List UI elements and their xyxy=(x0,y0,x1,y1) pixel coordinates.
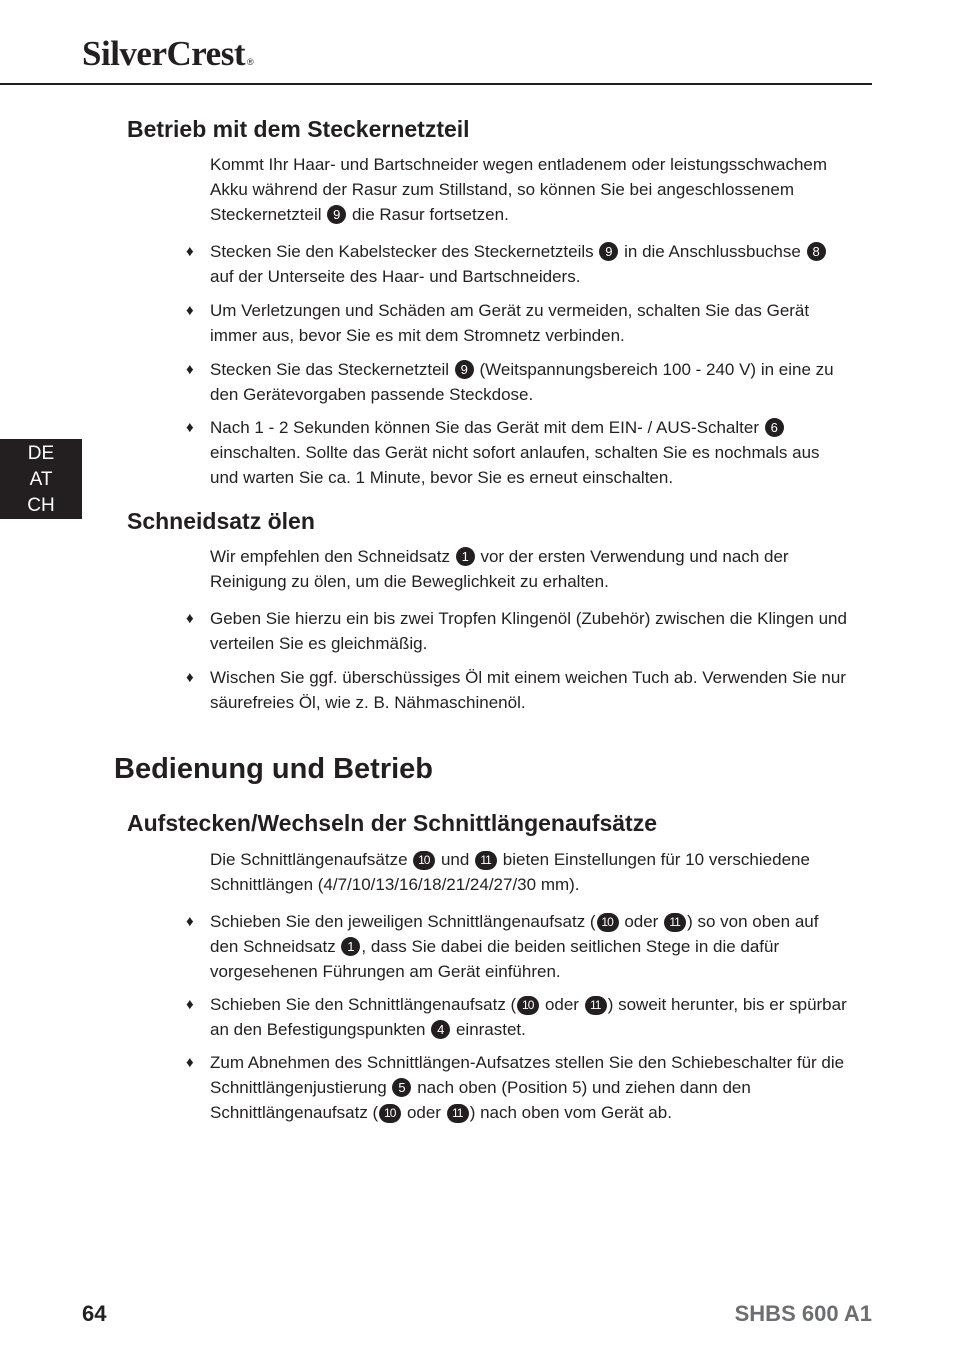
text-run: Wischen Sie ggf. überschüssiges Öl mit einem weichen Tuch ab. Verwenden Sie nur säurefreies Öl, wie z. B. Nähmaschinenöl. xyxy=(210,668,846,712)
lang-de: DE xyxy=(27,443,55,464)
bullet-diamond-icon: ♦ xyxy=(186,996,194,1013)
bullet-text xyxy=(210,415,850,490)
part-number-badge: 11 xyxy=(664,913,686,932)
attach-bullet-2 xyxy=(186,992,850,1042)
model-number: SHBS 600 A1 xyxy=(734,1301,872,1326)
section-title-plug: Betrieb mit dem Steckernetzteil xyxy=(127,116,470,142)
plug-bullet-3 xyxy=(186,357,850,407)
section-title-oil: Schneidsatz ölen xyxy=(127,508,315,534)
bullet-diamond-icon: ♦ xyxy=(186,610,194,627)
text-run: ) soweit herunter, bis er spürbar an den Befestigungspunkten xyxy=(210,995,847,1039)
text-run: Schieben Sie den jeweiligen Schnittlängenaufsatz ( xyxy=(210,912,596,931)
part-number-badge: 4 xyxy=(431,1020,450,1039)
attach-bullet-3 xyxy=(186,1050,850,1125)
text-run: Zum Abnehmen des Schnittlängen-Aufsatzes stellen Sie den Schiebeschalter für die Schnittlängenjustierung xyxy=(210,1053,845,1097)
part-number-badge: 11 xyxy=(447,1104,469,1123)
part-number-badge: 9 xyxy=(455,360,474,379)
text-run: einrastet. xyxy=(451,1020,526,1039)
bullet-diamond-icon: ♦ xyxy=(186,913,194,930)
bullet-diamond-icon: ♦ xyxy=(186,419,194,436)
oil-bullet-1 xyxy=(186,606,850,656)
plug-bullet-2 xyxy=(186,298,850,348)
bullet-text xyxy=(210,665,850,715)
bullet-diamond-icon: ♦ xyxy=(186,361,194,378)
page-number: 64 xyxy=(82,1301,107,1326)
plug-intro xyxy=(210,152,850,227)
text-run: oder xyxy=(402,1103,446,1122)
text-run: , dass Sie dabei die beiden seitlichen Stege in die dafür vorgesehenen Führungen am Gerät einführen. xyxy=(210,937,780,981)
text-run: in die Anschlussbuchse xyxy=(619,242,806,261)
text-run: einschalten. Sollte das Gerät nicht sofort anlaufen, schalten Sie es nochmals aus und warten Sie ca. 1 Minute, bevor Sie es erneut einschalten. xyxy=(210,443,820,487)
attach-bullet-1 xyxy=(186,909,850,984)
chapter-title: Bedienung und Betrieb xyxy=(114,753,433,785)
language-tab xyxy=(0,439,82,519)
text-run: vor der ersten Verwendung und nach der Reinigung zu ölen, um die Beweglichkeit zu erhalten. xyxy=(210,547,789,591)
part-number-badge: 10 xyxy=(413,851,435,870)
part-number-badge: 6 xyxy=(765,418,784,437)
plug-bullet-4 xyxy=(186,415,850,490)
text-run: Wir empfehlen den Schneidsatz xyxy=(210,547,455,566)
header-rule xyxy=(0,83,872,85)
text-run: nach oben (Position 5) und ziehen dann den Schnittlängenaufsatz ( xyxy=(210,1078,751,1122)
text-run: Stecken Sie den Kabelstecker des Steckernetzteils xyxy=(210,242,599,261)
attach-intro xyxy=(210,847,850,897)
part-number-badge: 8 xyxy=(807,242,826,261)
bullet-text xyxy=(210,606,850,656)
text-run: Geben Sie hierzu ein bis zwei Tropfen Klingenöl (Zubehör) zwischen die Klingen und verteilen Sie es gleichmäßig. xyxy=(210,609,847,653)
part-number-badge: 1 xyxy=(456,547,475,566)
bullet-text xyxy=(210,239,850,289)
part-number-badge: 10 xyxy=(517,996,539,1015)
text-run: Schieben Sie den Schnittlängenaufsatz ( xyxy=(210,995,517,1014)
bullet-diamond-icon: ♦ xyxy=(186,1054,194,1071)
part-number-badge: 1 xyxy=(341,937,360,956)
text-run: Die Schnittlängenaufsätze xyxy=(210,850,413,869)
bullet-diamond-icon: ♦ xyxy=(186,243,194,260)
bullet-text xyxy=(210,909,850,984)
part-number-badge: 5 xyxy=(392,1078,411,1097)
text-run: oder xyxy=(540,995,584,1014)
text-run: auf der Unterseite des Haar- und Bartschneiders. xyxy=(210,267,581,286)
text-run: ) so von oben auf den Schneidsatz xyxy=(210,912,819,956)
text-run: die Rasur fortsetzen. xyxy=(347,205,509,224)
plug-bullet-1 xyxy=(186,239,850,289)
text-run: ) nach oben vom Gerät ab. xyxy=(469,1103,672,1122)
bullet-text xyxy=(210,1050,850,1125)
section-title-attach: Aufstecken/Wechseln der Schnittlängenaufsätze xyxy=(127,810,657,836)
bullet-diamond-icon: ♦ xyxy=(186,302,194,319)
text-run: oder xyxy=(619,912,664,931)
part-number-badge: 10 xyxy=(379,1104,401,1123)
part-number-badge: 11 xyxy=(475,851,497,870)
bullet-text xyxy=(210,357,850,407)
part-number-badge: 9 xyxy=(599,242,618,261)
part-number-badge: 10 xyxy=(597,913,619,932)
brand-logo xyxy=(82,34,253,74)
text-run: bieten Einstellungen für 10 verschiedene Schnittlängen (4/7/10/13/16/18/21/24/27/30 mm). xyxy=(210,850,810,894)
lang-ch: CH xyxy=(27,495,55,516)
text-run: und xyxy=(436,850,475,869)
bullet-text xyxy=(210,992,850,1042)
text-run: Kommt Ihr Haar- und Bartschneider wegen entladenem oder leistungsschwachem Akku während der Rasur zum Stillstand, so können Sie bei angeschlossenem Steckernetzteil xyxy=(210,155,828,224)
bullet-text xyxy=(210,298,850,348)
text-run: Stecken Sie das Steckernetzteil xyxy=(210,360,454,379)
oil-intro xyxy=(210,544,850,594)
text-run: Um Verletzungen und Schäden am Gerät zu vermeiden, schalten Sie das Gerät immer aus, bevor Sie es mit dem Stromnetz verbinden. xyxy=(210,301,810,345)
text-run: (Weitspannungsbereich 100 - 240 V) in eine zu den Gerätevorgaben passende Steckdose. xyxy=(210,360,834,404)
registered-mark: ® xyxy=(246,57,254,67)
part-number-badge: 9 xyxy=(327,205,346,224)
oil-bullet-2 xyxy=(186,665,850,715)
lang-at: AT xyxy=(29,469,53,490)
brand-name: SilverCrest xyxy=(82,34,245,73)
bullet-diamond-icon: ♦ xyxy=(186,669,194,686)
text-run: Nach 1 - 2 Sekunden können Sie das Gerät mit dem EIN- / AUS-Schalter xyxy=(210,418,764,437)
part-number-badge: 11 xyxy=(585,996,607,1015)
